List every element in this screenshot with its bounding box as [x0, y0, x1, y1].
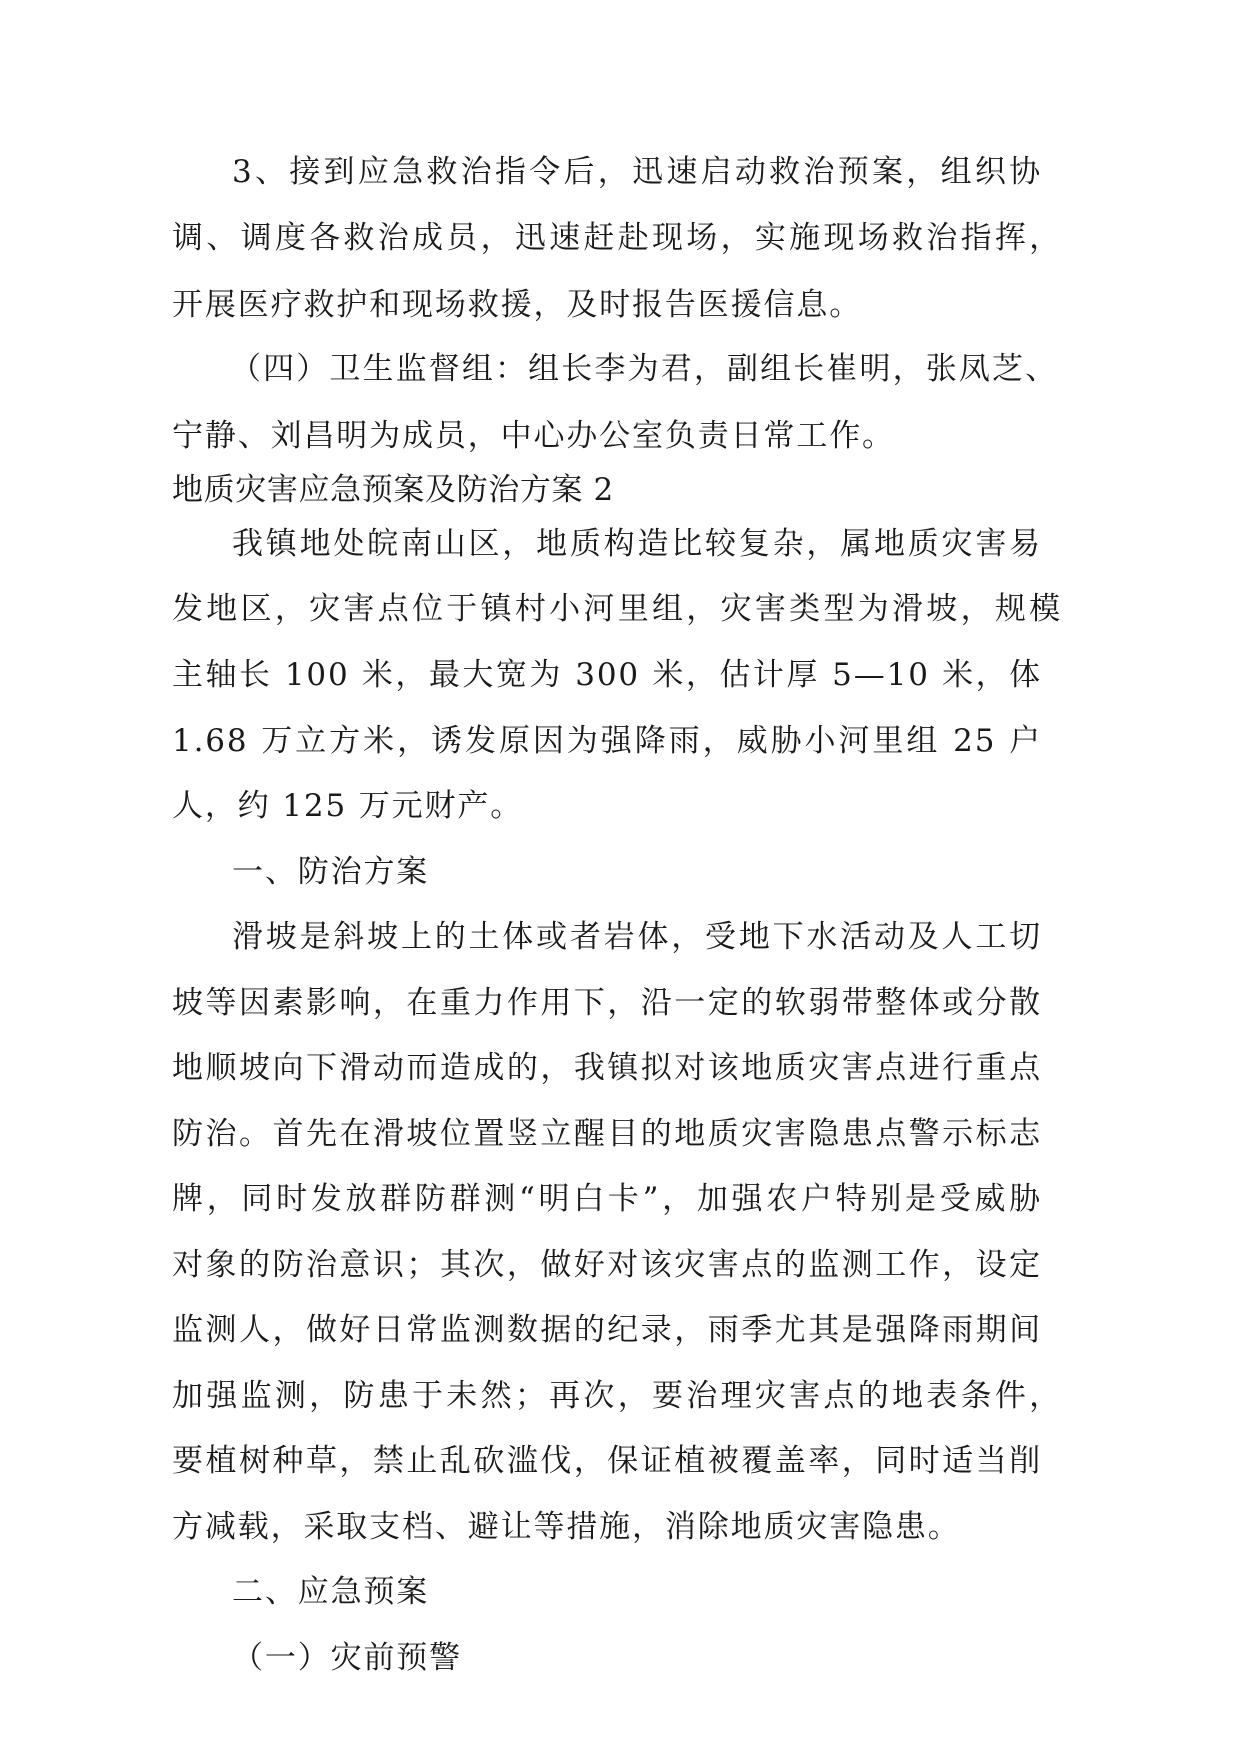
text-line: 调、调度各救治成员，迅速赶赴现场，实施现场救治指挥，	[172, 220, 1062, 256]
subheading: 二、应急预案	[232, 1574, 430, 1610]
text-line: 1.68 万立方米，诱发原因为强降雨，威胁小河里组 25 户	[172, 723, 1042, 759]
text-line: 对象的防治意识；其次，做好对该灾害点的监测工作，设定	[172, 1247, 1042, 1283]
subheading: （一）灾前预警	[232, 1640, 463, 1676]
text-line: （四）卫生监督组：组长李为君，副组长崔明，张凤芝、	[230, 351, 1058, 387]
text-line: 滑坡是斜坡上的土体或者岩体，受地下水活动及人工切	[232, 919, 1042, 955]
text-line: 人，约 125 万元财产。	[172, 788, 524, 824]
text-line: 宁静、刘昌明为成员，中心办公室负责日常工作。	[172, 418, 895, 454]
text-line: 防治。首先在滑坡位置竖立醒目的地质灾害隐患点警示标志	[172, 1116, 1042, 1152]
text-line: 要植树种草，禁止乱砍滥伐，保证植被覆盖率，同时适当削	[172, 1443, 1042, 1479]
text-line: 方减载，采取支档、避让等措施，消除地质灾害隐患。	[172, 1509, 961, 1545]
text-line: 我镇地处皖南山区，地质构造比较复杂，属地质灾害易	[232, 526, 1042, 562]
text-line: 地顺坡向下滑动而造成的，我镇拟对该地质灾害点进行重点	[172, 1050, 1042, 1086]
text-line: 3、接到应急救治指令后，迅速启动救治预案，组织协	[232, 154, 1042, 190]
text-line: 牌，同时发放群防群测“明白卡”，加强农户特别是受威胁	[172, 1181, 1042, 1217]
section-heading: 地质灾害应急预案及防治方案 2	[172, 472, 614, 508]
subheading: 一、防治方案	[232, 854, 430, 890]
text-line: 开展医疗救护和现场救援，及时报告医援信息。	[172, 287, 863, 323]
text-line: 坡等因素影响，在重力作用下，沿一定的软弱带整体或分散	[172, 985, 1042, 1021]
text-line: 监测人，做好日常监测数据的纪录，雨季尤其是强降雨期间	[172, 1312, 1042, 1348]
text-line: 加强监测，防患于未然；再次，要治理灾害点的地表条件，	[172, 1378, 1062, 1414]
text-line: 发地区，灾害点位于镇村小河里组，灾害类型为滑坡，规模	[172, 591, 1062, 627]
text-line: 主轴长 100 米，最大宽为 300 米，估计厚 5—10 米，体	[172, 657, 1042, 693]
